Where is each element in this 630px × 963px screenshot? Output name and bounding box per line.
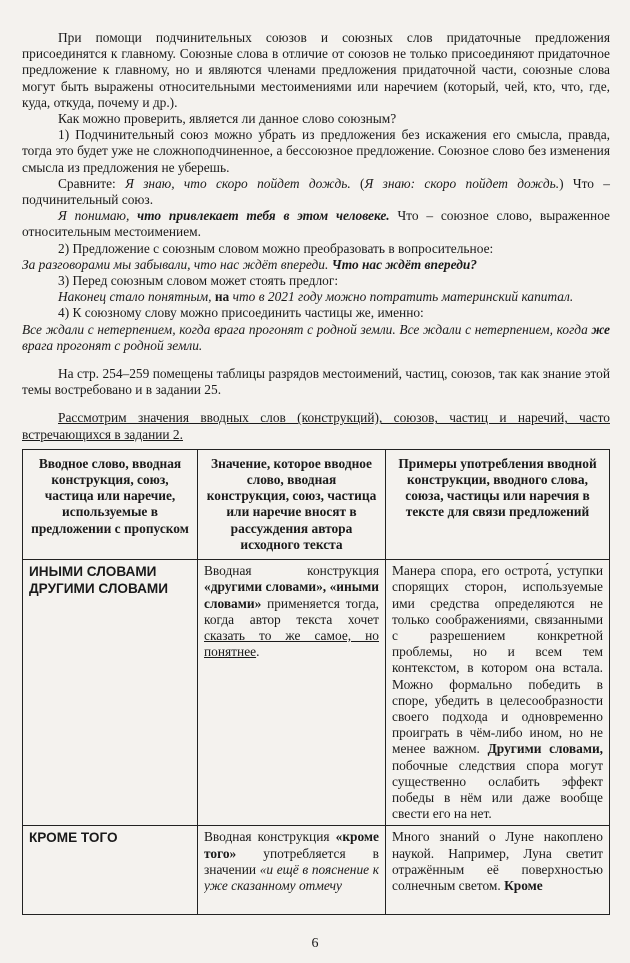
term-label: КРОМЕ ТОГО [29, 830, 118, 846]
paragraph-tables-note: На стр. 254–259 помещены таблицы разрядов местоимений, частиц, союзов, так как знание этой темы востребовано и в задании 25. [22, 366, 610, 398]
document-page [22, 30, 610, 915]
header-cell-word: Вводное слово, вводная конструкция, союз, частица или наречие, используемые в предложении с пропуском [23, 449, 198, 559]
table-header-row [23, 449, 610, 559]
paragraph-table-intro: Рассмотрим значения вводных слов (конструкций), союзов, частиц и наречий, часто встречающихся в задании 2. [22, 410, 610, 442]
table-row [23, 826, 610, 915]
example-cell: Манера спора, его острота́, уступки спорящих сторон, используемые ими средства определяются не только соображениями, связанными с разрешением конкретной проблемы, но и всем тем контекстом, в котором она встала. Можно формально победить в споре, убедить в целесообразности своего подхода и одновременно проиграть в чём-либо ином, но не менее важном. Другими словами, побочные следствия спора могут существенно ослабить эффект победы в нём или даже вообще свести его на нет. [386, 560, 610, 826]
term-label: ИНЫМИ СЛОВАМИ [29, 564, 157, 580]
paragraph-rule-4: 4) К союзному слову можно присоединить частицы же, именно: [58, 305, 424, 321]
paragraph-example-1: Я понимаю, что привлекает тебя в этом человеке. Что – союзное слово, выраженное относительным местоимением. [22, 208, 611, 240]
paragraph-intro: При помощи подчинительных союзов и союзных слов придаточные предложения присоединятся к главному. Союзные слова в отличие от союзов не только присоединяют придаточное предложение к главному, но и являются членами предложения придаточной части, союзные слова могут быть выражены относительными местоимениями или наречием (который, чей, кто, что, где, куда, откуда, почему и др.). [22, 30, 610, 110]
meanings-table [22, 449, 610, 915]
term-label: ДРУГИМИ СЛОВАМИ [29, 581, 169, 597]
paragraph-rule-2: 2) Предложение с союзным словом можно преобразовать в вопросительное: [58, 240, 494, 256]
paragraph-example-4: Все ждали с нетерпением, когда врага прогонят с родной земли. Все ждали с нетерпением, когда же врага прогонят с родной земли. [22, 321, 610, 353]
paragraph-question: Как можно проверить, является ли данное слово союзным? [58, 111, 397, 127]
meaning-cell: Вводная конструкция «кроме того» употребляется в значении «и ещё в пояснение к уже сказанному отмечу [198, 826, 386, 915]
term-cell [23, 826, 198, 915]
header-cell-meaning: Значение, которое вводное слово, вводная конструкция, союз, частица или наречие вносят в рассуждения автора исходного текста [198, 449, 386, 559]
header-cell-examples: Примеры употребления вводной конструкции, вводного слова, союза, частицы или наречия в тексте для связи предложений [386, 449, 610, 559]
table-row [23, 560, 610, 826]
term-cell [23, 560, 198, 826]
paragraph-example-3: Наконец стало понятным, на что в 2021 году можно потратить материнский капитал. [58, 289, 574, 305]
paragraph-example-2: За разговорами мы забывали, что нас ждёт впереди. Что нас ждёт впереди? [22, 256, 477, 272]
paragraph-rule-3: 3) Перед союзным словом может стоять предлог: [58, 273, 339, 289]
paragraph-rule-1: 1) Подчинительный союз можно убрать из предложения без искажения его смысла, правда, тогда это будет уже не сложноподчиненное, а бессоюзное предложение. Союзное слово без изменения смысла из предложения не уберешь. [22, 127, 610, 175]
meaning-cell: Вводная конструкция «другими словами», «иными словами» применяется тогда, когда автор текста хочет сказать то же самое, но понятнее. [198, 560, 386, 826]
example-cell: Много знаний о Луне накоплено наукой. Например, Луна светит отражённым её поверхностью солнечным светом. Кроме [386, 826, 610, 915]
page-number: 6 [311, 936, 319, 951]
paragraph-compare: Сравните: Я знаю, что скоро пойдет дождь. (Я знаю: скоро пойдет дождь.) Что – подчинительный союз. [22, 175, 610, 208]
